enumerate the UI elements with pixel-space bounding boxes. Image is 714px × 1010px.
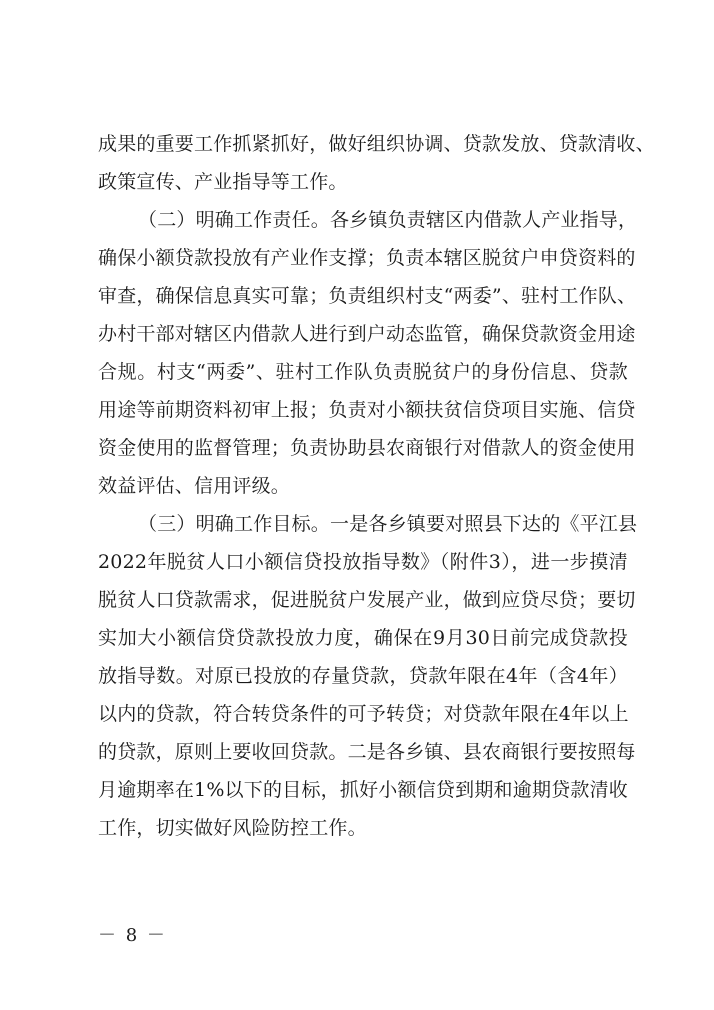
body-text-line: 用途等前期资料初审上报；负责对小额扶贫信贷项目实施、信贷 [98, 399, 636, 421]
body-text-line: 政策宣传、产业指导等工作。 [98, 171, 348, 193]
body-text-line: 成果的重要工作抓紧抓好，做好组织协调、贷款发放、贷款清收、 [98, 133, 655, 155]
body-text-line: 以内的贷款，符合转贷条件的可予转贷；对贷款年限在4年以上 [98, 703, 629, 725]
body-text-line: 脱贫人口贷款需求，促进脱贫户发展产业，做到应贷尽贷；要切 [98, 589, 636, 611]
body-text-line: 实加大小额信贷贷款投放力度，确保在9月30日前完成贷款投 [98, 627, 628, 649]
body-text-line: 2022年脱贫人口小额信贷投放指导数》（附件3），进一步摸清 [98, 551, 628, 573]
body-text-line: 工作，切实做好风险防控工作。 [98, 817, 367, 839]
body-text-line: 的贷款，原则上要收回贷款。二是各乡镇、县农商银行要按照每 [98, 741, 636, 763]
body-text-line: 月逾期率在1%以下的目标，抓好小额信贷到期和逾期贷款清收 [98, 779, 628, 801]
body-text-line: 资金使用的监督管理；负责协助县农商银行对借款人的资金使用 [98, 437, 636, 459]
section-heading-line: （三）明确工作目标。一是各乡镇要对照县下达的《平江县 [138, 513, 638, 535]
body-text-line: 审查，确保信息真实可靠；负责组织村支“两委”、驻村工作队、 [98, 285, 637, 307]
body-text-line: 效益评估、信用评级。 [98, 475, 291, 497]
body-text-line: 合规。村支“两委”、驻村工作队负责脱贫户的身份信息、贷款 [98, 361, 628, 383]
body-text-line: 确保小额贷款投放有产业作支撑；负责本辖区脱贫户申贷资料的 [98, 247, 636, 269]
body-text-line: 放指导数。对原已投放的存量贷款，贷款年限在4年（含4年） [98, 665, 628, 687]
body-text-line: 办村干部对辖区内借款人进行到户动态监管，确保贷款资金用途 [98, 323, 636, 345]
section-heading-line: （二）明确工作责任。各乡镇负责辖区内借款人产业指导， [138, 209, 638, 231]
page-number: － 8 － [98, 925, 167, 946]
